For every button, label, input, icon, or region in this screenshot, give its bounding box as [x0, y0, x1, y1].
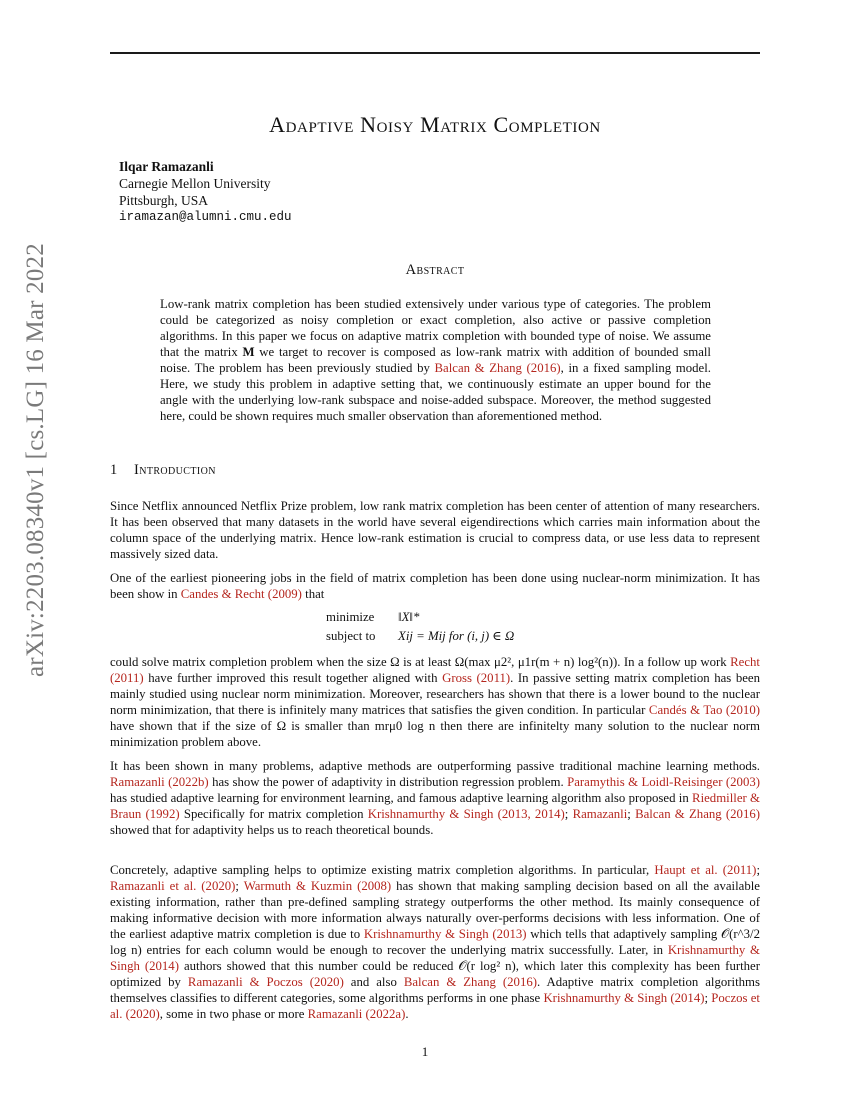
citation-link[interactable]: Balcan & Zhang (2016) [434, 361, 561, 375]
text-run: Specifically for matrix completion [179, 807, 368, 821]
citation-link[interactable]: Gross (2011) [442, 671, 511, 685]
author-block [119, 158, 292, 226]
citation-link[interactable]: Ramazanli [572, 807, 628, 821]
abstract-part: , in a fixed sampling model. Here, we study this problem in adaptive setting that, we continuously estimate an upper bound for the angle with the underlying low-rank subspace and noise-added subspace. Moreover, the method suggested here, could be shown requires much smaller observation than aforementioned method. [160, 361, 711, 423]
page-number: 1 [421, 1044, 429, 1059]
text-run: It has been shown in many problems, adaptive methods are outperforming passive traditional machine learning methods. [110, 759, 760, 773]
citation-link[interactable]: Krishnamurthy & Singh (2014) [543, 991, 705, 1005]
text-run: . In passive setting matrix completion has been mainly studied using nuclear norm minimization. Moreover, researchers has shown that there is a lower bound to the nuclear norm minimization, that there is infinitely many matrices that satisfies the given condition. In particular [110, 671, 760, 717]
text-run: ; [564, 807, 573, 821]
abstract-part: Low-rank matrix completion has been studied extensively under various type of categories. The problem could be categorized as noisy completion or exact completion, also active or passive completion algorithms. In this paper we focus on adaptive matrix completion with bounded type of noise. We assume that the matrix [160, 297, 711, 359]
citation-link[interactable]: Krishnamurthy & Singh (2013, 2014) [367, 807, 565, 821]
text-run: and also [343, 975, 404, 989]
text-run: has shown that making sampling decision based on all the available existing information, rather than pre-defined sampling strategy outperforms the other method. Its mainly consequence of making informative decision with more information always naturally over-performs decisions with less information. One of the earliest adaptive matrix completion is due to [110, 879, 760, 941]
equation-label: minimize [326, 610, 375, 624]
text-run: , some in two phase or more [159, 1007, 308, 1021]
citation-link[interactable]: Candés & Tao (2010) [648, 703, 760, 717]
optimization-equation [326, 608, 514, 646]
header-rule [110, 52, 760, 54]
text-run: . Adaptive matrix completion algorithms themselves classifies to different categories, some algorithms performs in one phase [110, 975, 760, 1005]
text-run: authors showed that this number could be reduced 𝒪(r log² n), which later this complexity has been further optimized by [110, 959, 760, 989]
abstract-text [160, 296, 711, 424]
citation-link[interactable]: Krishnamurthy & Singh (2014) [110, 943, 761, 973]
text-run: ; [627, 807, 636, 821]
text-run: . [405, 1007, 409, 1021]
citation-link[interactable]: Haupt et al. (2011) [654, 863, 757, 877]
citation-link[interactable]: Poczos et al. (2020) [110, 991, 760, 1021]
text-run: could solve matrix completion problem when the size Ω is at least Ω(max μ2², μ1r(m + n) log²(n)). In a follow up work [110, 655, 731, 669]
citation-link[interactable]: Paramythis & Loidl-Reisinger (2003) [567, 775, 761, 789]
text-run: showed that for adaptivity helps us to reach theoretical bounds. [110, 823, 434, 837]
citation-link[interactable]: Ramazanli & Poczos (2020) [187, 975, 344, 989]
citation-link[interactable]: Ramazanli et al. (2020) [110, 879, 236, 893]
section-title: Introduction [134, 462, 216, 478]
citation-link[interactable]: Ramazanli (2022a) [307, 1007, 406, 1021]
author-affiliation: Carnegie Mellon University [119, 176, 271, 191]
abstract-part: we target to recover is composed as low-rank matrix with addition of bounded small noise. The problem has been previously studied by [160, 345, 711, 375]
citation-link[interactable]: Balcan & Zhang (2016) [403, 975, 538, 989]
author-location: Pittsburgh, USA [119, 193, 209, 208]
text-run: Concretely, adaptive sampling helps to optimize existing matrix completion algorithms. In particular, [110, 863, 655, 877]
arxiv-side-label: arXiv:2203.08340v1 [cs.LG] 16 Mar 2022 [22, 243, 49, 677]
abstract-matrix-symbol: M [242, 345, 255, 359]
text-run: has studied adaptive learning for environment learning, and famous adaptive learning algorithm also proposed in [110, 791, 693, 805]
citation-link[interactable]: Recht (2011) [110, 655, 760, 685]
paper-title: Adaptive Noisy Matrix Completion [269, 112, 601, 137]
equation-row [326, 608, 514, 627]
paragraph-2 [110, 570, 760, 602]
text-run: have further improved this result together aligned with [143, 671, 443, 685]
author-email[interactable]: iramazan@alumni.cmu.edu [119, 210, 292, 224]
text-run: One of the earliest pioneering jobs in the field of matrix completion has been done using nuclear-norm minimization. It has been show in [110, 571, 760, 601]
text-run: which tells that adaptively sampling 𝒪(r^3/2 log n) entries for each column would be enough to recover the underlying matrix successfully. Later, in [110, 927, 760, 957]
section-heading [110, 462, 216, 479]
paragraph-1: Since Netflix announced Netflix Prize problem, low rank matrix completion has been center of attention of many researchers. It has been observed that many datasets in the world have several eigendirections which carries main information about the column space of the underlying matrix. Hence low-rank estimation is crucial to compress data, or use less data to represent massively sized data. [110, 499, 760, 561]
citation-link[interactable]: Riedmiller & Braun (1992) [110, 791, 761, 821]
equation-expression: Xij = Mij for (i, j) ∈ Ω [398, 629, 515, 643]
section-number: 1 [110, 462, 118, 478]
text-run: ; [704, 991, 712, 1005]
equation-label: subject to [326, 629, 376, 643]
citation-link[interactable]: Balcan & Zhang (2016) [635, 807, 760, 821]
text-run: ; [235, 879, 244, 893]
equation-row [326, 627, 514, 646]
citation-link[interactable]: Ramazanli (2022b) [110, 775, 209, 789]
text-run: has show the power of adaptivity in distribution regression problem. [208, 775, 568, 789]
paragraph-3 [110, 654, 760, 750]
paragraph-4 [110, 758, 760, 838]
paragraph-5 [110, 862, 760, 1022]
text-run: have shown that if the size of Ω is smaller than mrμ0 log n then there are infinitelty many solution to the nuclear norm minimization problem above. [110, 719, 760, 749]
text-run: that [301, 587, 325, 601]
citation-link[interactable]: Krishnamurthy & Singh (2013) [363, 927, 527, 941]
citation-link[interactable]: Warmuth & Kuzmin (2008) [243, 879, 392, 893]
author-name: Ilqar Ramazanli [119, 159, 214, 174]
text-run: ; [756, 863, 760, 877]
citation-link[interactable]: Candes & Recht (2009) [180, 587, 302, 601]
abstract-heading: Abstract [405, 262, 465, 278]
equation-expression: ‖X‖* [398, 610, 420, 624]
